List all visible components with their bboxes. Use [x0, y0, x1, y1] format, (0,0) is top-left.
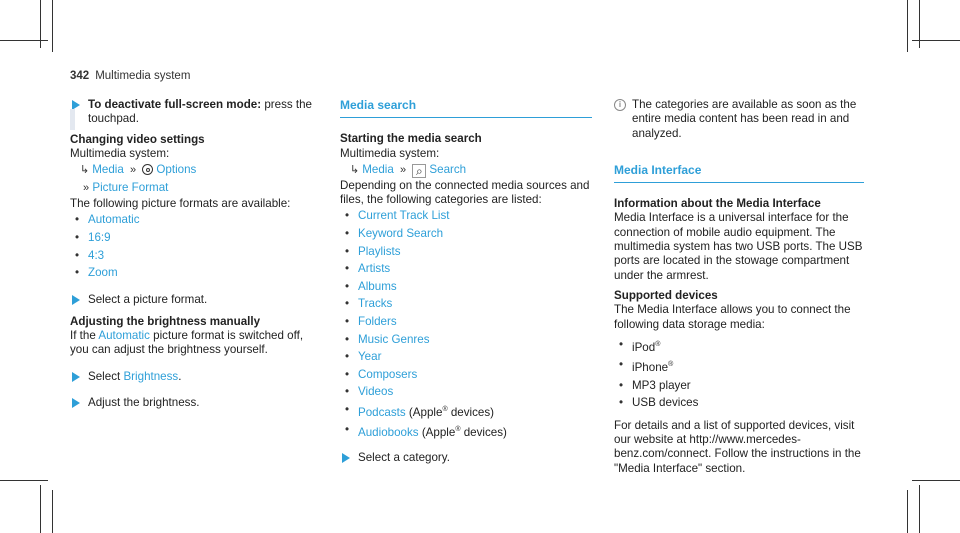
step-select-category — [340, 451, 592, 465]
crop-mark — [912, 480, 960, 481]
list-item[interactable]: • Playlists — [340, 245, 592, 259]
info-note — [614, 98, 864, 141]
crop-mark — [0, 480, 48, 481]
gear-icon — [142, 164, 153, 175]
path-media[interactable]: Media — [92, 163, 124, 177]
category-list — [340, 209, 592, 440]
step-arrow-icon — [342, 453, 350, 463]
path-picture-format[interactable]: Picture Format — [92, 181, 169, 195]
column-right — [614, 98, 864, 482]
media-search-heading: Starting the media search — [340, 132, 482, 146]
list-item[interactable]: • Folders — [340, 315, 592, 329]
text-span: (Apple — [418, 426, 456, 440]
registered-mark: ® — [655, 340, 661, 348]
crop-mark — [0, 40, 48, 41]
crop-mark — [912, 40, 960, 41]
crop-mark — [919, 485, 920, 533]
device-name: iPhone — [632, 361, 669, 375]
list-item[interactable]: • Albums — [340, 280, 592, 294]
step-text: press the touchpad. — [88, 98, 313, 126]
device-name: iPod — [632, 340, 656, 354]
automatic-link[interactable]: Automatic — [98, 329, 150, 343]
registered-mark: ® — [442, 406, 448, 414]
section-title-media-interface: Media Interface — [614, 163, 864, 183]
nav-path — [340, 161, 592, 179]
page-header — [70, 70, 190, 82]
step-arrow-icon — [72, 372, 80, 382]
list-item[interactable]: • Composers — [340, 368, 592, 382]
return-arrow-icon: ↳ — [350, 163, 360, 176]
list-item[interactable]: • Current Track List — [340, 209, 592, 223]
list-item[interactable]: • Zoom — [70, 266, 320, 280]
list-item-audiobooks — [340, 423, 592, 440]
list-item: • MP3 player — [614, 379, 864, 393]
podcasts-link[interactable]: Podcasts — [358, 405, 406, 419]
page-header-title: Multimedia system — [95, 70, 191, 82]
double-chevron-icon: » — [130, 164, 134, 177]
device-list — [614, 338, 864, 411]
brightness-paragraph — [70, 329, 320, 358]
text-span: If the — [70, 329, 99, 343]
list-item: • USB devices — [614, 396, 864, 410]
format-list — [70, 213, 320, 280]
crop-mark — [907, 490, 908, 533]
crop-mark — [52, 0, 53, 52]
column-middle — [340, 98, 592, 471]
text-span: devices) — [460, 426, 507, 440]
double-chevron-icon: » — [400, 163, 404, 176]
path-options[interactable]: Options — [156, 163, 197, 177]
step-text: Adjust the brightness. — [88, 396, 200, 410]
step-text: Select a category. — [358, 450, 450, 464]
list-item[interactable]: • Tracks — [340, 297, 592, 311]
brightness-link[interactable]: Brightness — [123, 369, 179, 383]
formats-intro: The following picture formats are available: — [70, 197, 291, 211]
supported-devices-paragraph: The Media Interface allows you to connect the following data storage media: — [614, 303, 851, 331]
step-text: Select a picture format. — [88, 292, 208, 306]
double-chevron-icon: » — [83, 182, 87, 195]
search-icon: ⌕ — [412, 164, 426, 178]
step-bold-label: To deactivate full-screen mode: — [88, 98, 262, 111]
details-paragraph: For details and a list of supported devices, visit our website at http://www.mercedes-benz.com/connect. Follow the instructions in the "Media Interface" section. — [614, 418, 861, 475]
return-arrow-icon: ↳ — [80, 164, 90, 177]
list-item-podcasts — [340, 403, 592, 420]
categories-intro: Depending on the connected media sources and files, the following categories are listed: — [340, 178, 590, 207]
step-text: Select — [88, 369, 124, 383]
supported-devices-heading: Supported devices — [614, 288, 718, 302]
registered-mark: ® — [668, 361, 674, 369]
section-title-media-search: Media search — [340, 98, 592, 118]
list-item[interactable]: • 16:9 — [70, 231, 320, 245]
path-media[interactable]: Media — [362, 162, 394, 176]
media-interface-paragraph: Media Interface is a universal interface for the connection of mobile audio equipment. The multimedia system has two USB ports. The USB ports are located in the stowage compartment under the armrest. — [614, 211, 863, 282]
brightness-heading: Adjusting the brightness manually — [70, 314, 261, 328]
list-item — [614, 358, 864, 375]
video-settings-heading: Changing video settings — [70, 132, 205, 146]
page-number: 342 — [70, 70, 90, 82]
step-adjust-brightness — [70, 396, 320, 410]
text-span: (Apple — [405, 405, 443, 419]
step-text: . — [178, 369, 182, 383]
list-item[interactable]: • Automatic — [70, 213, 320, 227]
list-item — [614, 338, 864, 355]
crop-mark — [52, 490, 53, 533]
registered-mark: ® — [455, 426, 461, 434]
list-item[interactable]: • Music Genres — [340, 333, 592, 347]
audiobooks-link[interactable]: Audiobooks — [358, 426, 419, 440]
list-item[interactable]: • Videos — [340, 385, 592, 399]
list-item[interactable]: • Keyword Search — [340, 227, 592, 241]
info-icon: i — [614, 99, 626, 111]
media-sys-label: Multimedia system: — [340, 146, 440, 160]
nav-path — [70, 161, 320, 197]
media-interface-heading: Information about the Media Interface — [614, 197, 821, 211]
text-span: picture format is switched off, you can adjust the brightness yourself. — [70, 329, 304, 357]
step-select-brightness — [70, 370, 320, 384]
step-deactivate-fullscreen — [70, 98, 320, 127]
list-item[interactable]: • Year — [340, 350, 592, 364]
text-span: devices) — [447, 405, 495, 419]
step-arrow-icon — [72, 398, 80, 408]
path-search[interactable]: Search — [429, 162, 467, 176]
step-select-format — [70, 293, 320, 307]
crop-mark — [40, 485, 41, 533]
list-item[interactable]: • 4:3 — [70, 249, 320, 263]
video-sys-label: Multimedia system: — [70, 146, 170, 160]
step-arrow-icon — [72, 295, 80, 305]
crop-mark — [907, 0, 908, 52]
note-text: The categories are available as soon as the entire media content has been read in and analyzed. — [632, 98, 857, 140]
list-item[interactable]: • Artists — [340, 262, 592, 276]
bar-decoration — [70, 109, 75, 130]
column-left — [70, 98, 320, 416]
